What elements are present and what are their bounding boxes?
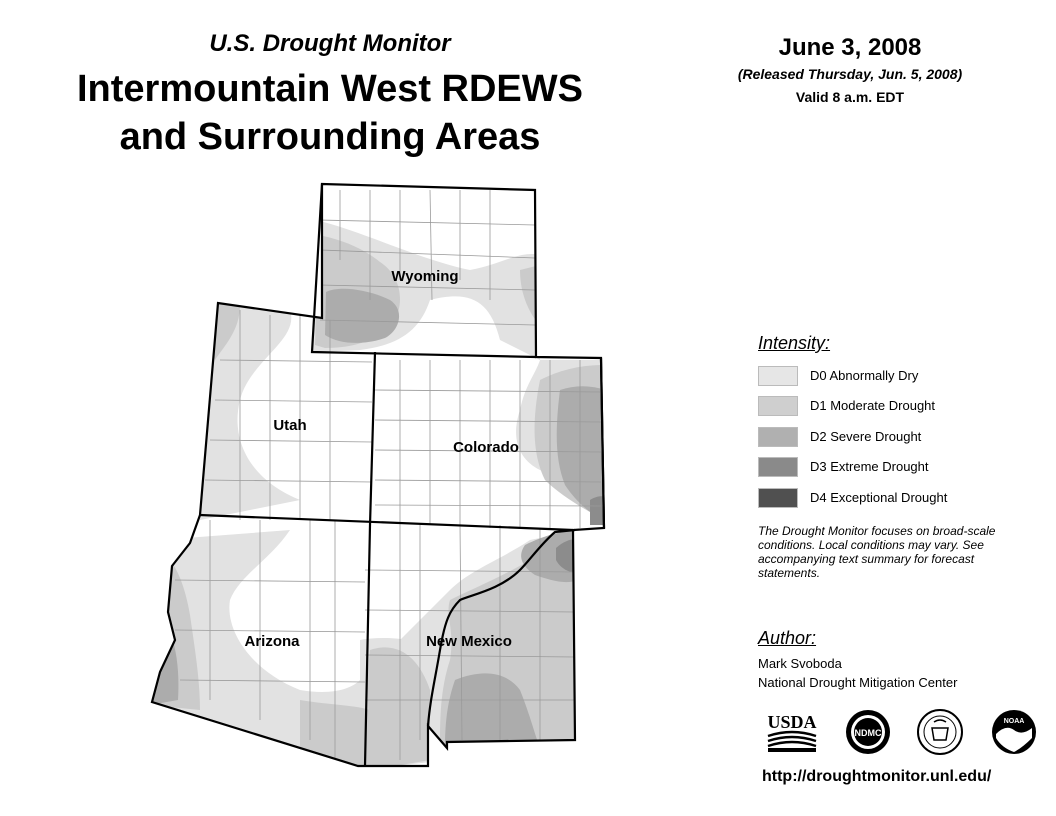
author-title: Author: xyxy=(758,628,817,648)
legend-title: Intensity: xyxy=(758,333,831,353)
legend-label: D3 Extreme Drought xyxy=(810,459,929,474)
svg-text:NOAA: NOAA xyxy=(1003,718,1025,725)
map-subtitle: U.S. Drought Monitor xyxy=(209,30,451,57)
website-link[interactable]: http://droughtmonitor.unl.edu/ xyxy=(762,768,992,785)
legend-swatch xyxy=(758,457,798,477)
usda-logo xyxy=(766,708,818,756)
seal-icon xyxy=(914,708,966,756)
author-org: National Drought Mitigation Center xyxy=(758,675,958,690)
valid-date: June 3, 2008 xyxy=(778,34,922,61)
state-label-new-mexico: New Mexico xyxy=(426,633,512,650)
legend-swatch xyxy=(758,427,798,447)
state-label-colorado: Colorado xyxy=(453,439,519,456)
svg-text:NDMC: NDMC xyxy=(854,728,882,738)
ndmc-logo xyxy=(842,708,894,756)
release-date: (Released Thursday, Jun. 5, 2008) xyxy=(737,66,963,82)
svg-text:USDA: USDA xyxy=(767,712,817,732)
legend-label: D0 Abnormally Dry xyxy=(810,368,919,383)
state-label-utah: Utah xyxy=(273,417,307,434)
map-title-line1: Intermountain West RDEWS xyxy=(77,68,583,110)
legend-label: D4 Exceptional Drought xyxy=(810,490,948,505)
author-name: Mark Svoboda xyxy=(758,656,842,671)
legend-note: The Drought Monitor focuses on broad-scale conditions. Local conditions may vary. See accompanying text summary for forecast statements. xyxy=(758,524,996,580)
legend-label: D2 Severe Drought xyxy=(810,429,922,444)
legend-label: D1 Moderate Drought xyxy=(810,398,936,413)
legend-swatch xyxy=(758,396,798,416)
valid-time: Valid 8 a.m. EDT xyxy=(795,89,905,105)
legend-swatch xyxy=(758,488,798,508)
noaa-logo xyxy=(988,708,1040,756)
legend-swatch xyxy=(758,366,798,386)
state-label-wyoming: Wyoming xyxy=(391,268,459,285)
map-title-line2: and Surrounding Areas xyxy=(119,116,541,158)
state-label-arizona: Arizona xyxy=(244,633,300,650)
